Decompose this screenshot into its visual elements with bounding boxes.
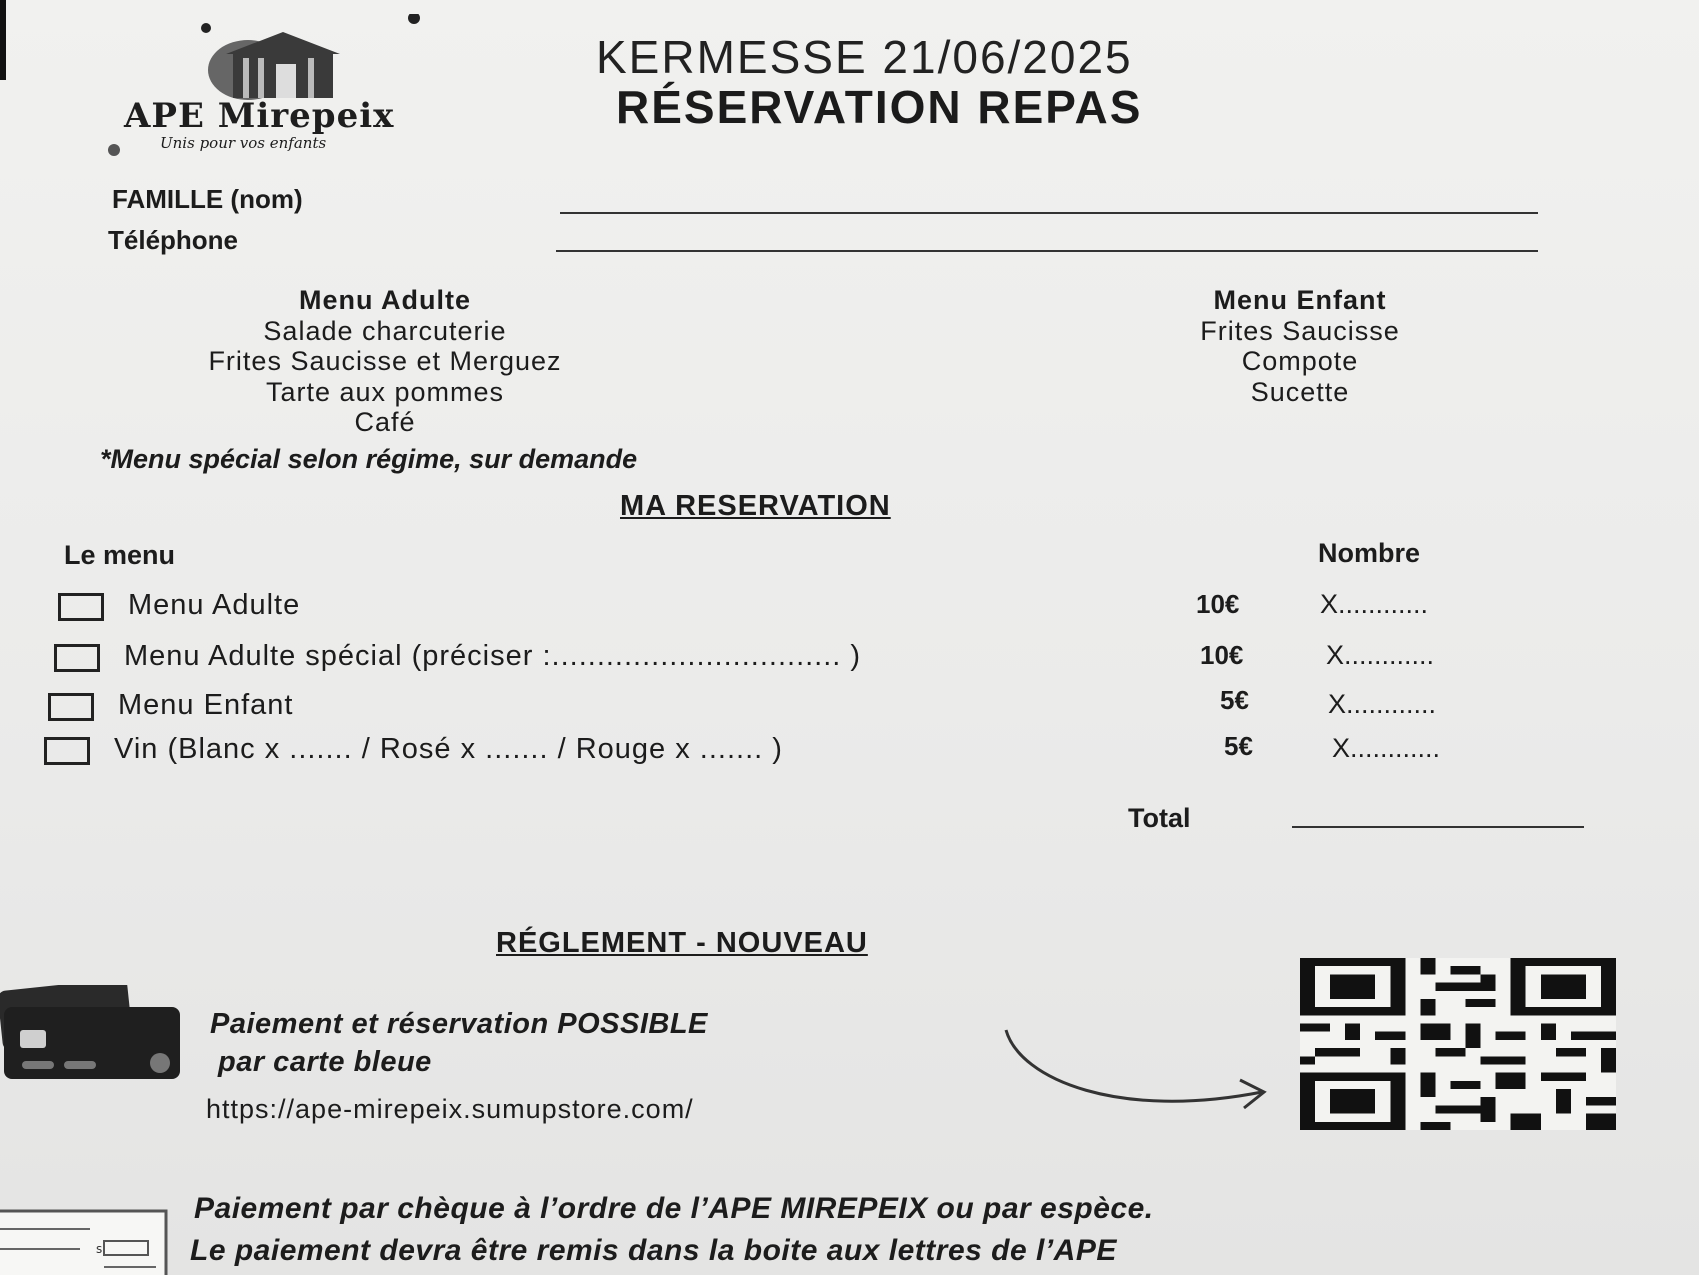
column-menu-header: Le menu bbox=[64, 540, 176, 570]
menu-enfant-checkbox[interactable] bbox=[48, 693, 94, 721]
cheque-payment-line2: Le paiement devra être remis dans la boite aux lettres de l’APE bbox=[190, 1234, 1117, 1267]
child-menu-title: Menu Enfant bbox=[1213, 285, 1387, 315]
family-label: FAMILLE (nom) bbox=[112, 184, 303, 214]
adult-menu-item: Frites Saucisse et Merguez bbox=[208, 346, 562, 376]
quantity-field[interactable]: X............ bbox=[1326, 640, 1435, 670]
row-price: 5€ bbox=[1220, 685, 1249, 715]
reservation-row bbox=[54, 640, 1514, 676]
child-menu-item: Frites Saucisse bbox=[1200, 315, 1400, 346]
phone-field[interactable] bbox=[556, 250, 1538, 252]
card-payment-line2: par carte bleue bbox=[218, 1046, 432, 1078]
quantity-field[interactable]: X............ bbox=[1332, 733, 1441, 763]
total-label: Total bbox=[1128, 803, 1191, 833]
vin-checkbox[interactable] bbox=[44, 737, 90, 765]
phone-label: Téléphone bbox=[108, 225, 239, 255]
adult-menu bbox=[110, 285, 660, 438]
menu-adulte-special-checkbox[interactable] bbox=[54, 644, 100, 672]
adult-menu-item: Salade charcuterie bbox=[263, 315, 507, 346]
row-price: 5€ bbox=[1224, 731, 1253, 761]
ape-logo bbox=[108, 14, 448, 164]
reservation-row bbox=[44, 733, 1524, 769]
adult-menu-item: Café bbox=[354, 407, 416, 437]
special-menu-note: *Menu spécial selon régime, sur demande bbox=[100, 444, 638, 474]
reservation-title: MA RESERVATION bbox=[620, 490, 891, 522]
row-label: Vin (Blanc x ....... / Rosé x ....... / Rouge x ....... ) bbox=[114, 733, 783, 765]
child-menu-item: Compote bbox=[1241, 346, 1359, 376]
logo-name: APE Mirepeix bbox=[124, 96, 395, 136]
menu-adulte-checkbox[interactable] bbox=[58, 593, 104, 621]
qr-code-icon[interactable] bbox=[1300, 958, 1616, 1130]
card-payment-line1: Paiement et réservation POSSIBLE bbox=[210, 1008, 708, 1040]
logo-tagline: Unis pour vos enfants bbox=[160, 134, 327, 152]
total-field[interactable] bbox=[1292, 826, 1584, 828]
child-menu bbox=[1100, 285, 1500, 407]
adult-menu-title: Menu Adulte bbox=[299, 285, 471, 315]
shop-url-link[interactable]: https://ape-mirepeix.sumupstore.com/ bbox=[206, 1094, 694, 1124]
page-title: RÉSERVATION REPAS bbox=[616, 81, 1143, 133]
quantity-field[interactable]: X............ bbox=[1320, 589, 1429, 619]
credit-card-icon bbox=[0, 985, 185, 1085]
event-title: KERMESSE 21/06/2025 bbox=[596, 31, 1133, 83]
row-price: 10€ bbox=[1200, 640, 1244, 670]
row-label: Menu Enfant bbox=[118, 689, 294, 721]
reservation-row bbox=[58, 589, 1508, 625]
cheque-payment-line1: Paiement par chèque à l’ordre de l’APE MIREPEIX ou par espèce. bbox=[194, 1192, 1154, 1225]
column-count-header: Nombre bbox=[1318, 538, 1421, 568]
cheque-icon bbox=[0, 1205, 170, 1275]
reservation-row bbox=[48, 685, 1518, 725]
payment-title: RÉGLEMENT - NOUVEAU bbox=[496, 927, 868, 959]
row-label: Menu Adulte spécial (préciser :................................ ) bbox=[124, 640, 862, 672]
row-label: Menu Adulte bbox=[128, 589, 301, 621]
adult-menu-item: Tarte aux pommes bbox=[265, 376, 505, 407]
family-field[interactable] bbox=[560, 212, 1538, 214]
row-price: 10€ bbox=[1196, 589, 1240, 619]
child-menu-item: Sucette bbox=[1250, 376, 1350, 407]
svg-text:s: s bbox=[96, 1242, 103, 1256]
curved-arrow-icon bbox=[1000, 1020, 1270, 1120]
paper-edge-shadow bbox=[0, 0, 6, 80]
quantity-field[interactable]: X............ bbox=[1328, 689, 1437, 719]
